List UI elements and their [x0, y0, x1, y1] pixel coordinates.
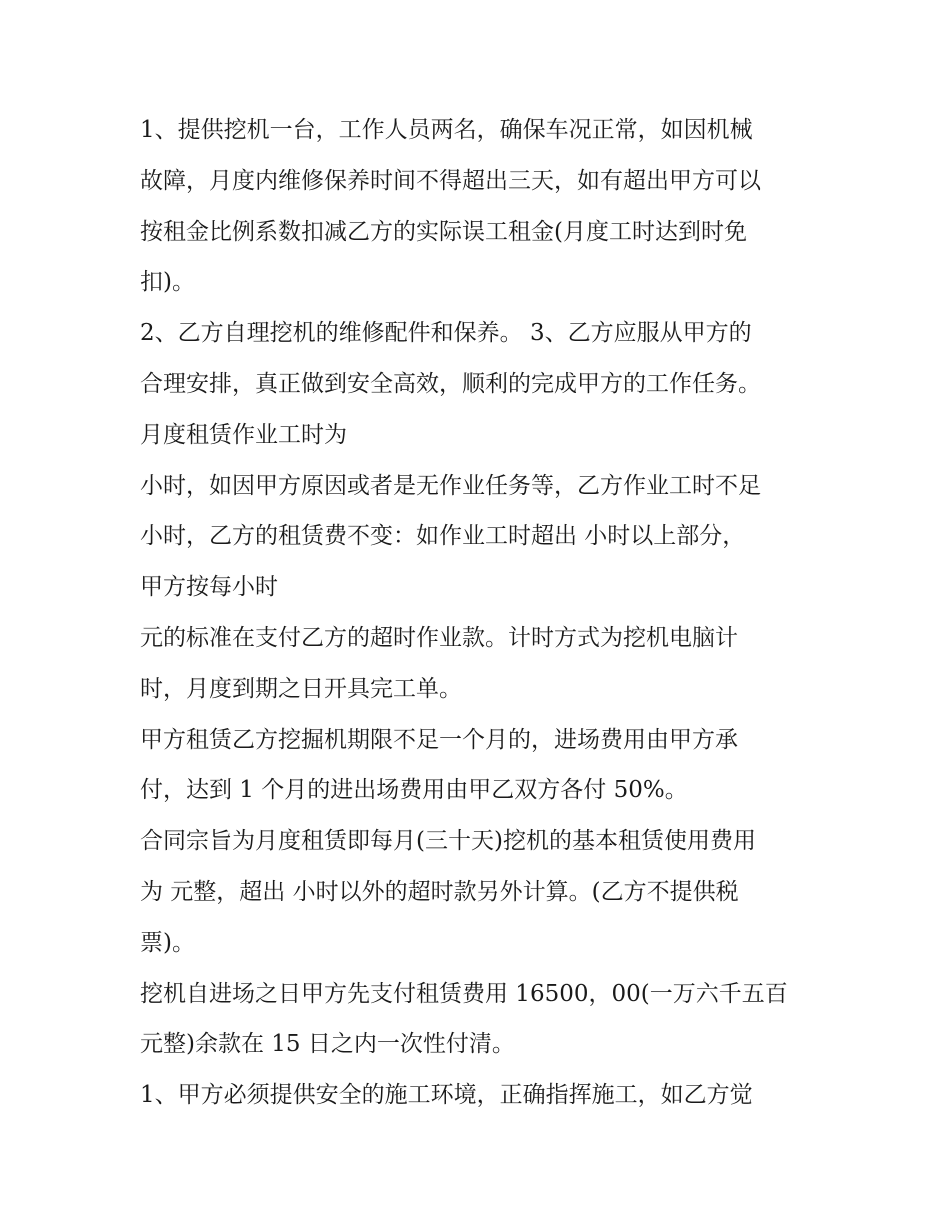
text-line: 扣)。 — [140, 269, 195, 296]
text-line: 合同宗旨为月度租赁即每月(三十天)挖机的基本租赁使用费用 — [140, 828, 756, 855]
text-line: 元的标准在支付乙方的超时作业款。计时方式为挖机电脑计 — [140, 624, 738, 651]
text-line: 为 元整，超出 小时以外的超时款另外计算。(乙方不提供税 — [140, 878, 739, 905]
text-line: 月度租赁作业工时为 — [140, 421, 347, 448]
text-line: 时，月度到期之日开具完工单。 — [140, 675, 462, 702]
text-line: 故障，月度内维修保养时间不得超出三天，如有超出甲方可以 — [140, 167, 761, 194]
document-body — [140, 105, 820, 1121]
text-line: 甲方按每小时 — [140, 574, 278, 601]
text-line: 2、乙方自理挖机的维修配件和保养。 3、乙方应服从甲方的 — [140, 320, 752, 347]
text-line: 按租金比例系数扣减乙方的实际误工租金(月度工时达到时免 — [140, 218, 747, 245]
text-line: 甲方租赁乙方挖掘机期限不足一个月的，进场费用由甲方承 — [140, 726, 738, 753]
text-line: 付，达到 1 个月的进出场费用由甲乙双方各付 50%。 — [140, 777, 688, 804]
text-line: 票)。 — [140, 929, 195, 956]
text-line: 1、提供挖机一台，工作人员两名，确保车况正常，如因机械 — [140, 117, 753, 143]
text-line: 小时，乙方的租赁费不变：如作业工时超出 小时以上部分， — [140, 523, 746, 550]
text-line: 1、甲方必须提供安全的施工环境，正确指挥施工，如乙方觉 — [140, 1082, 753, 1109]
text-line: 元整)余款在 15 日之内一次性付清。 — [140, 1031, 515, 1058]
text-line: 挖机自进场之日甲方先支付租赁费用 16500，00(一万六千五百 — [140, 980, 788, 1007]
text-line: 合理安排，真正做到安全高效，顺利的完成甲方的工作任务。 — [140, 370, 761, 397]
text-line: 小时，如因甲方原因或者是无作业任务等，乙方作业工时不足 — [140, 472, 761, 499]
